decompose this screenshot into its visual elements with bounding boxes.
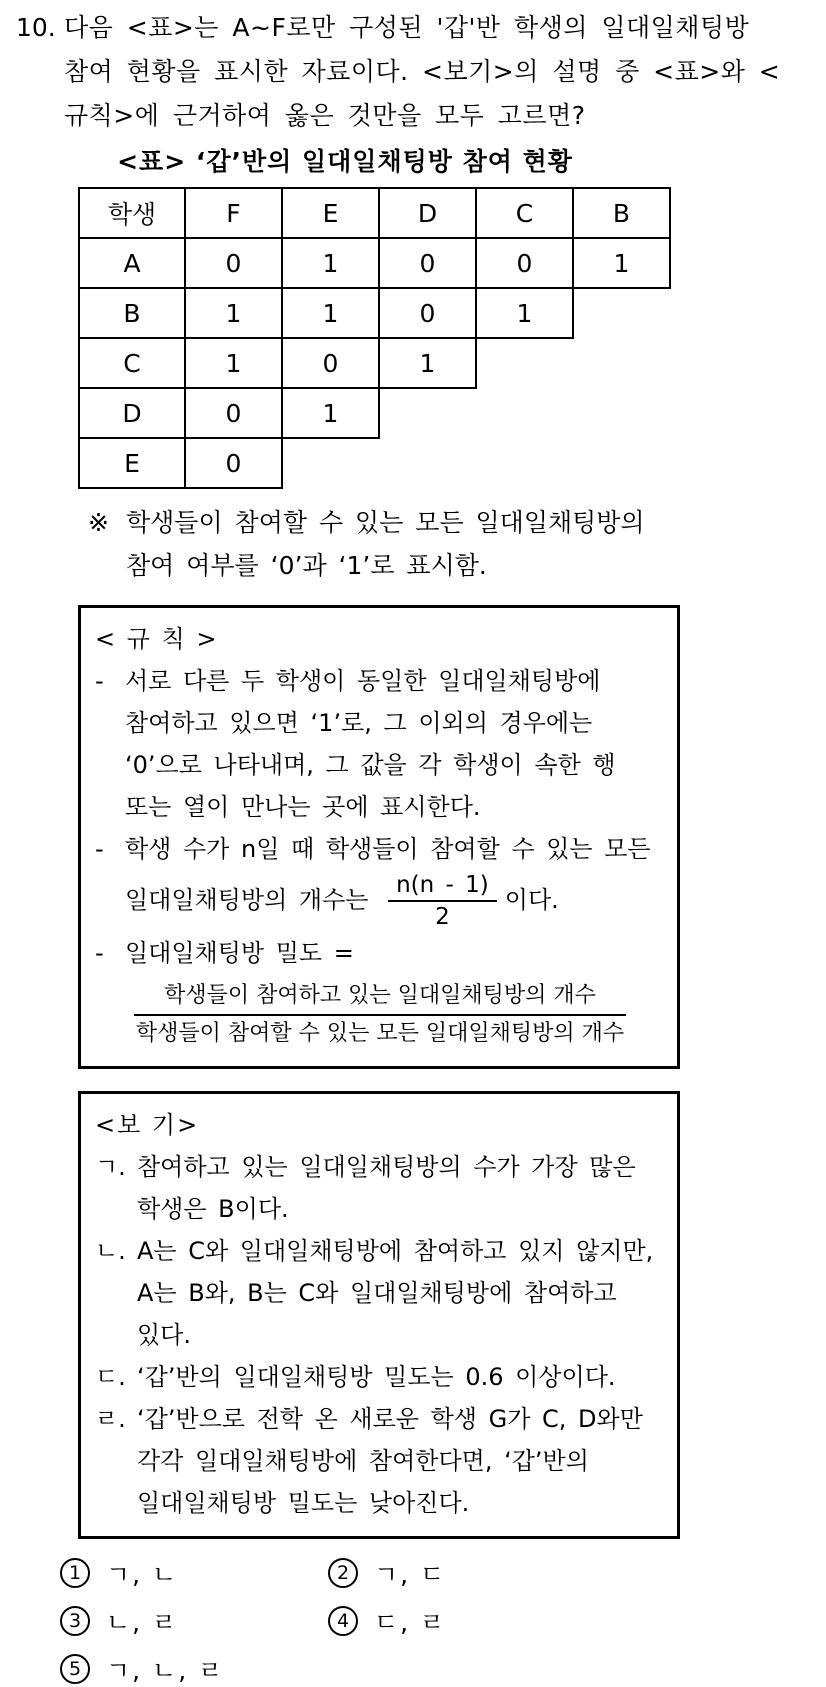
table-cell: 0 — [378, 287, 477, 339]
rule-bullet: - — [95, 835, 104, 863]
rule-item-2 — [95, 828, 665, 932]
table-row-C — [78, 337, 826, 389]
bogi-item-1 — [95, 1146, 665, 1230]
table-title: <표> ‘갑’반의 일대일채팅방 참여 현황 — [117, 147, 573, 176]
table-cell: 0 — [184, 437, 283, 489]
bogi-marker: ㄷ. — [95, 1363, 126, 1391]
option-4[interactable] — [328, 1603, 826, 1639]
table-header-cell: F — [184, 187, 283, 239]
option-5[interactable] — [60, 1651, 826, 1687]
bogi-text: ‘갑’반으로 전학 온 새로운 학생 G가 C, D와만 각각 일대일채팅방에 참여한다면, ‘갑’반의 일대일채팅방 밀도는 낮아진다. — [137, 1405, 643, 1517]
table-row-E — [78, 437, 826, 489]
table-cell: 1 — [184, 337, 283, 389]
question-number: 10. — [16, 13, 56, 42]
bogi-text: A는 C와 일대일채팅방에 참여하고 있지 않지만, A는 B와, B는 C와 일대일채팅방에 참여하고 있다. — [137, 1237, 654, 1349]
rule-bullet: - — [95, 667, 104, 695]
option-4-label: ㄷ, ㄹ — [374, 1608, 447, 1637]
question — [0, 0, 826, 138]
option-3[interactable] — [60, 1603, 328, 1639]
question-text: 다음 <표>는 A~F로만 구성된 '갑'반 학생의 일대일채팅방 참여 현황을 표시한 자료이다. <보기>의 설명 중 <표>와 <규칙>에 근거하여 옳은 것만을 모두 고르면? — [64, 13, 781, 130]
table-footnote — [88, 501, 696, 587]
bogi-marker: ㄴ. — [95, 1237, 126, 1265]
density-fraction-denominator: 학생들이 참여할 수 있는 모든 일대일채팅방의 개수 — [135, 1021, 625, 1046]
option-3-label: ㄴ, ㄹ — [106, 1608, 179, 1637]
rule-bullet: - — [95, 939, 104, 967]
table-header-cell: D — [378, 187, 477, 239]
row-label: D — [78, 387, 186, 439]
participation-table — [78, 187, 826, 489]
bogi-title: <보 기> — [95, 1111, 200, 1139]
table-header-cell: 학생 — [78, 187, 186, 239]
table-cell: 1 — [281, 387, 380, 439]
rule-2-text — [125, 828, 665, 932]
fraction-numerator: n(n - 1) — [388, 870, 497, 902]
option-3-number-circle: 3 — [60, 1606, 90, 1636]
table-row-B — [78, 287, 826, 339]
rule-2-post: 이다. — [504, 886, 559, 914]
table-header-cell: C — [475, 187, 574, 239]
bogi-item-4 — [95, 1398, 665, 1524]
fraction-denominator: 2 — [435, 904, 450, 930]
table-row-A — [78, 237, 826, 289]
table-cell: 0 — [475, 237, 574, 289]
table-header-cell: E — [281, 187, 380, 239]
density-fraction-numerator: 학생들이 참여하고 있는 일대일채팅방의 개수 — [134, 978, 626, 1016]
bogi-text: ‘갑’반의 일대일채팅방 밀도는 0.6 이상이다. — [137, 1363, 616, 1391]
rule-2-pre: 학생 수가 n일 때 학생들이 참여할 수 있는 모든 일대일채팅방의 개수는 — [125, 835, 651, 914]
footnote-marker: ※ — [88, 508, 109, 537]
row-label: E — [78, 437, 186, 489]
answer-options — [60, 1555, 826, 1687]
table-cell: 0 — [184, 387, 283, 439]
rule-item-3 — [95, 932, 665, 974]
table-cell: 0 — [184, 237, 283, 289]
option-2[interactable] — [328, 1555, 826, 1591]
option-5-number-circle: 5 — [60, 1654, 90, 1684]
row-label: C — [78, 337, 186, 389]
table-header-row — [78, 187, 826, 239]
density-fraction — [134, 978, 626, 1052]
option-1-label: ㄱ, ㄴ — [106, 1560, 179, 1589]
table-cell: 1 — [378, 337, 477, 389]
table-cell: 0 — [281, 337, 380, 389]
table-cell: 1 — [281, 287, 380, 339]
rule-item-1 — [95, 660, 665, 828]
density-label: 일대일채팅방 밀도 = — [125, 939, 354, 967]
table-header-cell: B — [572, 187, 671, 239]
option-2-label: ㄱ, ㄷ — [374, 1560, 447, 1589]
bogi-marker: ㄱ. — [95, 1153, 126, 1181]
row-label: A — [78, 237, 186, 289]
table-cell: 1 — [475, 287, 574, 339]
table-cell: 1 — [572, 237, 671, 289]
rules-box — [78, 605, 680, 1069]
bogi-marker: ㄹ. — [95, 1405, 126, 1433]
rules-title: < 규 칙 > — [95, 625, 219, 653]
option-1-number-circle: 1 — [60, 1558, 90, 1588]
option-1[interactable] — [60, 1555, 328, 1591]
bogi-box — [78, 1091, 680, 1539]
bogi-item-2 — [95, 1230, 665, 1356]
table-cell: 1 — [184, 287, 283, 339]
bogi-item-3 — [95, 1356, 665, 1398]
row-label: B — [78, 287, 186, 339]
footnote-text: 학생들이 참여할 수 있는 모든 일대일채팅방의 참여 여부를 ‘0’과 ‘1’로 표시함. — [126, 508, 645, 580]
table-cell: 1 — [281, 237, 380, 289]
rule-1-text: 서로 다른 두 학생이 동일한 일대일채팅방에 참여하고 있으면 ‘1’로, 그 이외의 경우에는 ‘0’으로 나타내며, 그 값을 각 학생이 속한 행 또는 열이 만나는 곳에 표시한다. — [125, 667, 616, 821]
bogi-text: 참여하고 있는 일대일채팅방의 수가 가장 많은 학생은 B이다. — [137, 1153, 636, 1223]
option-5-label: ㄱ, ㄴ, ㄹ — [106, 1656, 225, 1685]
count-formula-fraction — [388, 870, 497, 932]
table-row-D — [78, 387, 826, 439]
option-4-number-circle: 4 — [328, 1606, 358, 1636]
table-cell: 0 — [378, 237, 477, 289]
option-2-number-circle: 2 — [328, 1558, 358, 1588]
